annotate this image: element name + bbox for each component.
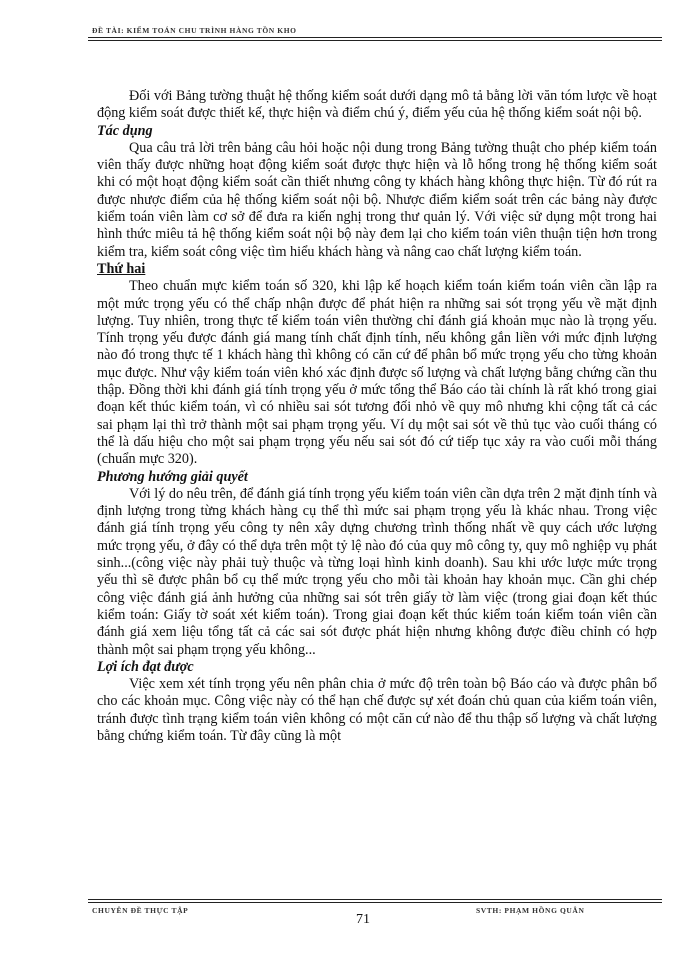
heading-phuong-huong: Phương hướng giải quyết (97, 468, 248, 485)
footer-right-text: SVTH: PHẠM HỒNG QUÂN (476, 906, 585, 915)
heading-thu-hai: Thứ hai (97, 260, 146, 277)
paragraph-loi-ich: Việc xem xét tính trọng yếu nên phân chia ở mức độ trên toàn bộ Báo cáo và được phân bổ cho các khoản mục. Công việc này có thể hạn chế được sự xét đoán chủ quan của kiểm toán viên, tránh được tình trạng kiểm toán viên không có một căn cứ nào để thu thập số lượng và chất lượng bằng chứng kiểm toán. Từ đây cũng là một (97, 676, 657, 744)
paragraph-tac-dung: Qua câu trả lời trên bảng câu hỏi hoặc nội dung trong Bảng tường thuật cho phép kiểm toán viên thấy được những hoạt động kiểm soát được thực hiện và lỗ hổng trong hệ thống kiểm soát khi có một hoạt động kiểm soát cần thiết nhưng công ty khách hàng không thực hiện. Từ đó rút ra được nhược điểm của hệ thống kiểm soát nội bộ. Nhược điểm kiểm soát trên các bảng này được kiểm toán viên làm cơ sở để đưa ra kiến nghị trong thư quản lý. Với việc sử dụng một trong hai hình thức miêu tả hệ thống kiểm soát nội bộ này đem lại cho kiểm toán viên thuận tiện hơn trong kiểm tra, kiểm soát công việc tìm hiểu khách hàng và nâng cao chất lượng kiểm toán. (97, 139, 657, 260)
page-number: 71 (356, 912, 370, 927)
footer-rule (88, 899, 662, 903)
page-body (97, 88, 657, 745)
heading-tac-dung: Tác dụng (97, 122, 153, 139)
paragraph-bang-tuong-thuat: Đối với Bảng tường thuật hệ thống kiểm soát dưới dạng mô tả bằng lời văn tóm lược về hoạt động kiểm soát được thiết kế, thực hiện và điểm chú ý, điểm yếu của hệ thống kiểm soát nội bộ. (97, 88, 657, 122)
footer-left-text: CHUYÊN ĐỀ THỰC TẬP (92, 906, 189, 915)
paragraph-thu-hai: Theo chuẩn mực kiểm toán số 320, khi lập kế hoạch kiểm toán kiểm toán viên cần lập ra một mức trọng yếu có thể chấp nhận được để phát hiện ra những sai sót trọng yếu về mặt định lượng. Tuy nhiên, trong thực tế kiểm toán viên thường chỉ đánh giá khoản mục nào là trọng yếu. Tính trọng yếu được đánh giá mang tính chất định tính, nếu không gắn liền với mức định lượng nào đó trong thực tế 1 khách hàng thì không có căn cứ để phân bổ mức trọng yếu cho từng khoản mục được. Như vậy kiểm toán viên khó xác định được số lượng và chất lượng bằng chứng cần thu thập. Đồng thời khi đánh giá tính trọng yếu ở mức tổng thể Báo cáo tài chính là rất khó trong giai đoạn kết thúc kiểm toán, vì có nhiều sai sót tương đối nhỏ về quy mô nhưng khi cộng tất cả các sai phạm lại thì trở thành một sai phạm trọng yếu. Ví dụ một sai sót về thủ tục vào cuối tháng có thể là dấu hiệu cho một sai phạm trọng yếu nếu sai sót đó cứ tiếp tục xảy ra vào cuối mỗi tháng (chuẩn mực 320). (97, 278, 657, 468)
running-header: ĐỀ TÀI: KIỂM TOÁN CHU TRÌNH HÀNG TỒN KHO (92, 26, 297, 35)
heading-loi-ich: Lợi ích đạt được (97, 658, 194, 675)
paragraph-phuong-huong: Với lý do nêu trên, để đánh giá tính trọng yếu kiểm toán viên cần dựa trên 2 mặt định tính và định lượng trong từng khách hàng cụ thể thì mức sai phạm trọng yếu là khác nhau. Trong việc đánh giá tính trọng yếu công ty nên xây dựng chương trình thống nhất về quy cách ước lượng mức trọng yếu, ở đây có thể dựa trên một tỷ lệ nào đó của quy mô công ty, quy mô nghiệp vụ phát sinh...(công việc này phải tuỳ thuộc và từng loại hình kinh doanh). Sau khi ước lược mức trọng yếu thì sẽ được phân bổ cụ thể mức trọng yếu cho mỗi tài khoản hay khoản mục. Cần ghi chép công việc đánh giá ảnh hưởng của những sai sót trên giấy tờ làm việc (trong giai đoạn kết thúc kiểm toán: Giấy tờ soát xét kiểm toán). Trong giai đoạn kết thúc kiểm toán kiểm toán viên cần đánh giá xem liệu tổng tất cả các sai sót được phát hiện nhưng không được điều chỉnh có hợp thành một sai phạm trọng yếu không... (97, 485, 657, 658)
header-rule (88, 37, 662, 41)
